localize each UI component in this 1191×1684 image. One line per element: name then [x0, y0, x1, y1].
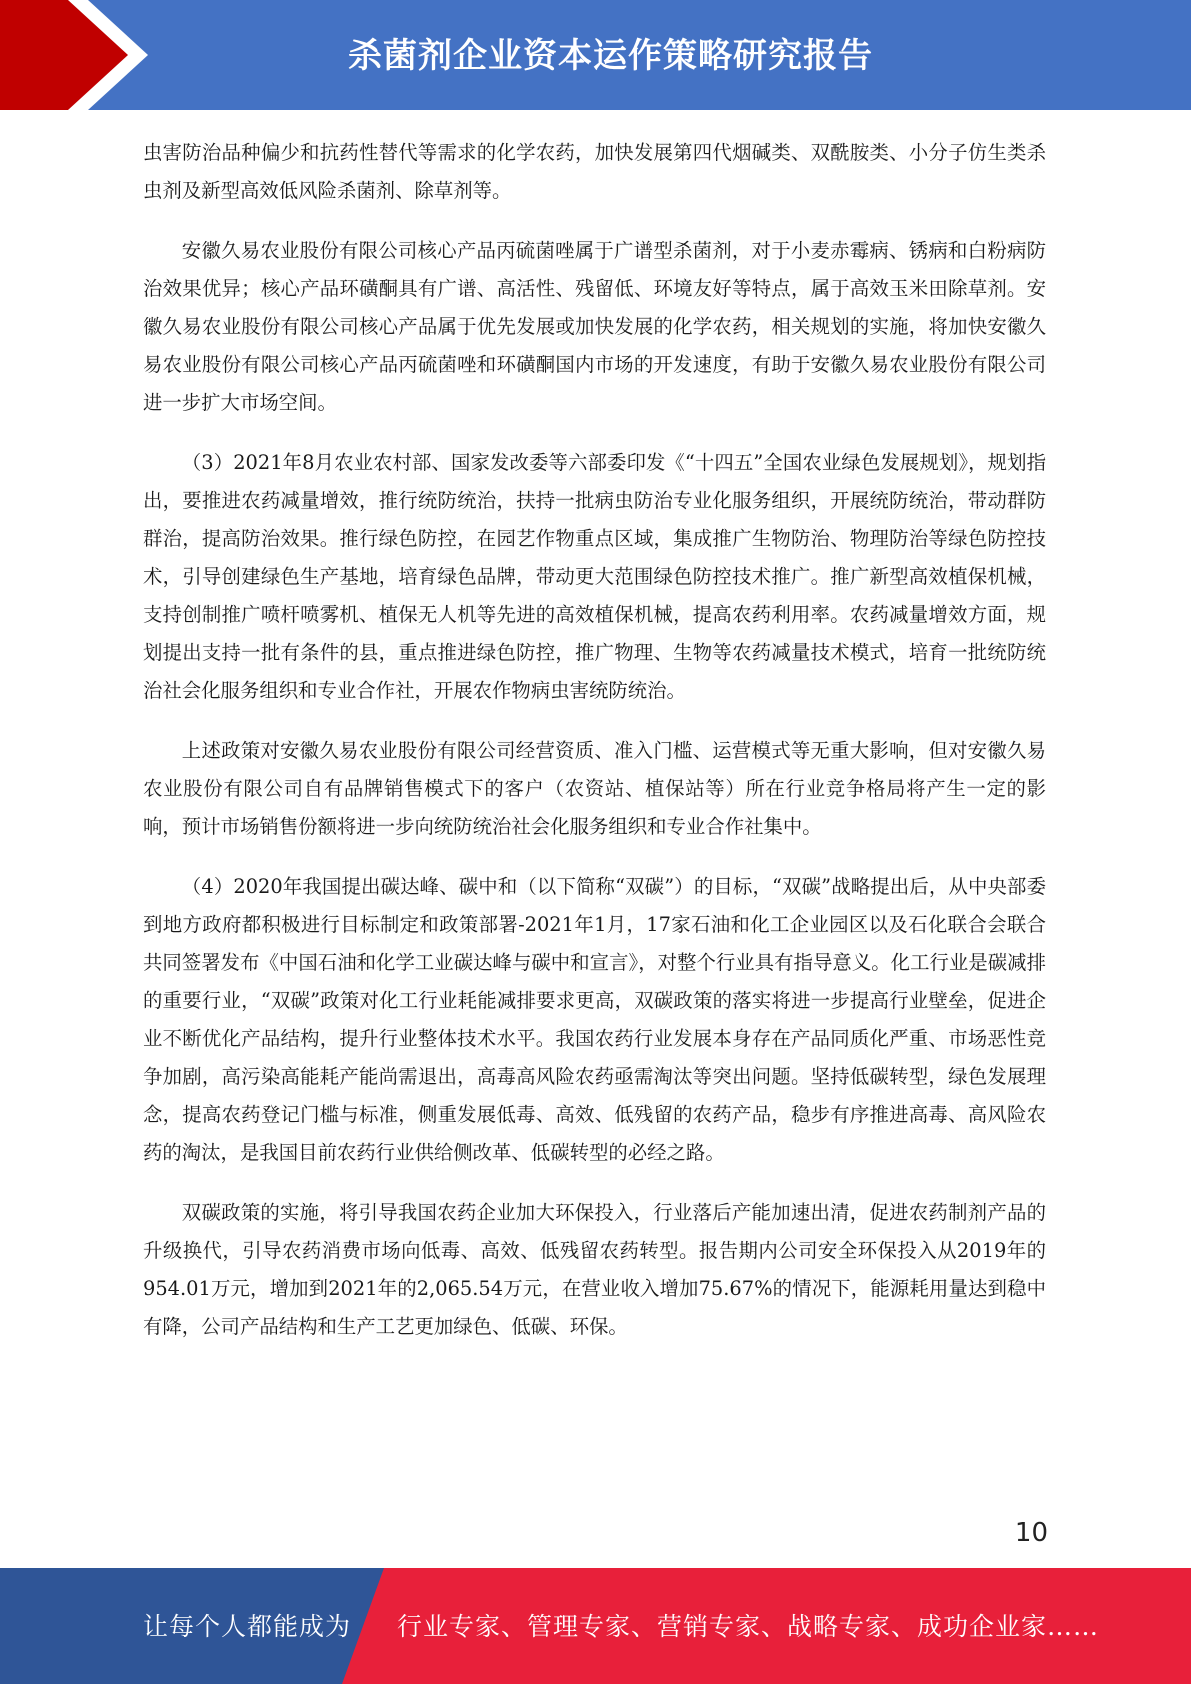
paragraph: 上述政策对安徽久易农业股份有限公司经营资质、准入门槛、运营模式等无重大影响，但对安徽久易农业股份有限公司自有品牌销售模式下的客户（农资站、植保站等）所在行业竞争格局将产生一定的影响，预计市场销售份额将进一步向统防统治社会化服务组织和专业合作社集中。 [143, 739, 1046, 838]
footer-slogan-left: 让每个人都能成为 [143, 1612, 352, 1641]
page-number: 10 [1014, 1518, 1048, 1548]
page-header [0, 0, 1191, 110]
paragraph: 虫害防治品种偏少和抗药性替代等需求的化学农药，加快发展第四代烟碱类、双酰胺类、小分子仿生类杀虫剂及新型高效低风险杀菌剂、除草剂等。 [143, 141, 1046, 202]
report-title: 杀菌剂企业资本运作策略研究报告 [348, 36, 873, 76]
paragraph: 安徽久易农业股份有限公司核心产品丙硫菌唑属于广谱型杀菌剂，对于小麦赤霉病、锈病和白粉病防治效果优异；核心产品环磺酮具有广谱、高活性、残留低、环境友好等特点，属于高效玉米田除草剂。安徽久易农业股份有限公司核心产品属于优先发展或加快发展的化学农药，相关规划的实施，将加快安徽久易农业股份有限公司核心产品丙硫菌唑和环磺酮国内市场的开发速度，有助于安徽久易农业股份有限公司进一步扩大市场空间。 [143, 239, 1046, 414]
page-footer [0, 1568, 1191, 1684]
footer-slogan-right: 行业专家、管理专家、营销专家、战略专家、成功企业家…… [397, 1612, 1100, 1641]
body-text [143, 134, 1046, 1368]
paragraph: 双碳政策的实施，将引导我国农药企业加大环保投入，行业落后产能加速出清，促进农药制剂产品的升级换代，引导农药消费市场向低毒、高效、低残留农药转型。报告期内公司安全环保投入从2019年的954.01万元，增加到2021年的2,065.54万元，在营业收入增加75.67%的情况下，能源耗用量达到稳中有降，公司产品结构和生产工艺更加绿色、低碳、环保。 [143, 1201, 1046, 1338]
paragraph: （4）2020年我国提出碳达峰、碳中和（以下简称“双碳”）的目标，“双碳”战略提出后，从中央部委到地方政府都积极进行目标制定和政策部署-2021年1月，17家石油和化工企业园区以及石化联合会联合共同签署发布《中国石油和化学工业碳达峰与碳中和宣言》，对整个行业具有指导意义。化工行业是碳减排的重要行业，“双碳”政策对化工行业耗能减排要求更高，双碳政策的落实将进一步提高行业壁垒，促进企业不断优化产品结构，提升行业整体技术水平。我国农药行业发展本身存在产品同质化严重、市场恶性竞争加剧，高污染高能耗产能尚需退出，高毒高风险农药亟需淘汰等突出问题。坚持低碳转型，绿色发展理念，提高农药登记门槛与标准，侧重发展低毒、高效、低残留的农药产品，稳步有序推进高毒、高风险农药的淘汰，是我国目前农药行业供给侧改革、低碳转型的必经之路。 [143, 875, 1046, 1164]
paragraph: （3）2021年8月农业农村部、国家发改委等六部委印发《“十四五”全国农业绿色发展规划》，规划指出，要推进农药减量增效，推行统防统治，扶持一批病虫防治专业化服务组织，开展统防统治，带动群防群治，提高防治效果。推行绿色防控，在园艺作物重点区域，集成推广生物防治、物理防治等绿色防控技术，引导创建绿色生产基地，培育绿色品牌，带动更大范围绿色防控技术推广。推广新型高效植保机械，支持创制推广喷杆喷雾机、植保无人机等先进的高效植保机械，提高农药利用率。农药减量增效方面，规划提出支持一批有条件的县，重点推进绿色防控，推广物理、生物等农药减量技术模式，培育一批统防统治社会化服务组织和专业合作社，开展农作物病虫害统防统治。 [143, 451, 1046, 702]
